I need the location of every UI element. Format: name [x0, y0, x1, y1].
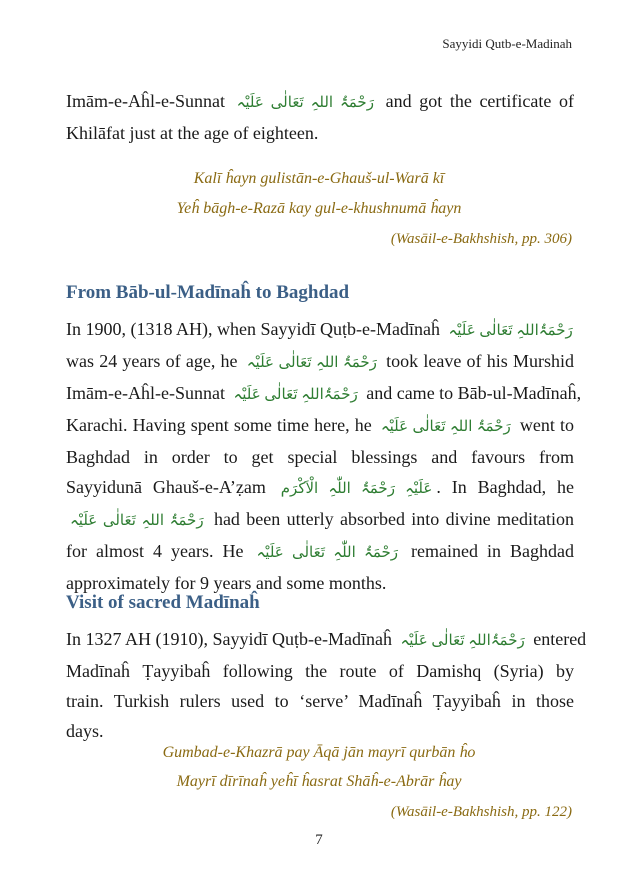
text-run: Madīnaĥ Ṭayyibaĥ following the route of Damishq (Syria) by [66, 661, 574, 681]
arabic-honorific: رَحْمَۃُ اللہِ تَعَالٰی عَلَیْہ [70, 513, 204, 529]
text-line [66, 624, 587, 656]
text-line [66, 346, 574, 378]
text-run: and got the certificate of [385, 91, 574, 111]
text-run: In 1900, (1318 AH), when Sayyidī Quṭb-e-Madīnaĥ [66, 319, 440, 339]
arabic-honorific: رَحْمَۃُاللہِ تَعَالٰی عَلَیْہ [400, 633, 525, 649]
verse-reference: (Wasāil-e-Bakhshish, pp. 122) [390, 804, 572, 820]
text-line [66, 118, 574, 148]
text-line [66, 314, 574, 346]
text-run: train. Turkish rulers used to ‘serve’ Madīnaĥ Ṭayyibaĥ in those [66, 691, 574, 711]
verse-reference: (Wasāil-e-Bakhshish, pp. 306) [390, 231, 572, 247]
text-run: was 24 years of age, he [66, 351, 238, 371]
section-heading: Visit of sacred Madīnaĥ [66, 592, 260, 613]
text-run: In 1327 AH (1910), Sayyidī Quṭb-e-Madīnaĥ [66, 629, 392, 649]
text-line [66, 686, 574, 716]
text-run: remained in Baghdad [411, 541, 575, 561]
text-line [66, 442, 574, 472]
verse-line: Kalī ĥayn gulistān-e-Ghauš-ul-Warā kī [193, 170, 445, 187]
arabic-honorific: رَحْمَۃُ اللہِ تَعَالٰی عَلَیْہ [380, 419, 511, 435]
text-line [66, 504, 574, 536]
arabic-honorific: رَحْمَۃُ اللہِ تَعَالٰی عَلَیْہ [236, 95, 374, 111]
text-line [66, 716, 574, 746]
text-run: Baghdad in order to get special blessings and favours from [66, 447, 574, 467]
text-run: approximately for 9 years and some months. [66, 573, 387, 593]
text-run: days. [66, 721, 104, 741]
page-number: 7 [315, 832, 323, 848]
text-line [66, 472, 574, 504]
text-run: went to [519, 415, 574, 435]
arabic-honorific: رَحْمَۃُاللہِ تَعَالٰی عَلَیْہ [448, 323, 573, 339]
arabic-honorific: عَلَیْہِ رَحْمَۃُ اللّٰہِ الْاَکْرَم [280, 481, 433, 497]
text-line [66, 378, 582, 410]
text-line [66, 410, 574, 442]
text-run: had been utterly absorbed into divine meditation [213, 509, 574, 529]
text-run: and came to Bāb-ul-Madīnaĥ, [366, 383, 582, 403]
running-header: Sayyidi Qutb-e-Madinah [442, 36, 572, 51]
text-run: Sayyidunā Ghauš-e-A’ẓam [66, 477, 266, 497]
verse-line: Mayrī dīrīnaĥ yeĥī ĥasrat Shāĥ-e-Abrār ĥay [176, 773, 462, 790]
arabic-honorific: رَحْمَۃُ اللہِ تَعَالٰی عَلَیْہ [246, 355, 377, 371]
text-run: for almost 4 years. He [66, 541, 244, 561]
text-line [66, 656, 574, 686]
text-run: took leave of his Murshid [386, 351, 574, 371]
section-paragraph [66, 624, 587, 746]
section-heading: From Bāb-ul-Madīnaĥ to Baghdad [66, 282, 350, 303]
text-run: . In Baghdad, he [436, 477, 574, 497]
text-run: Imām-e-Aĥl-e-Sunnat [66, 383, 225, 403]
arabic-honorific: رَحْمَۃُ اللّٰہِ تَعَالٰی عَلَیْہ [256, 545, 399, 561]
verse-line: Gumbad-e-Khazrā pay Āqā jān mayrī qurbān ĥo [162, 744, 476, 761]
text-line [66, 86, 574, 118]
text-run: Khilāfat just at the age of eighteen. [66, 123, 319, 143]
intro-paragraph [66, 86, 574, 148]
text-line [66, 536, 574, 568]
arabic-honorific: رَحْمَۃُاللہِ تَعَالٰی عَلَیْہ [233, 387, 358, 403]
text-run: entered [533, 629, 587, 649]
section-paragraph [66, 314, 582, 598]
text-run: Imām-e-Aĥl-e-Sunnat [66, 91, 225, 111]
text-run: Karachi. Having spent some time here, he [66, 415, 372, 435]
verse-line: Yeĥ bāgh-e-Razā kay gul-e-khushnumā ĥayn [176, 200, 462, 217]
